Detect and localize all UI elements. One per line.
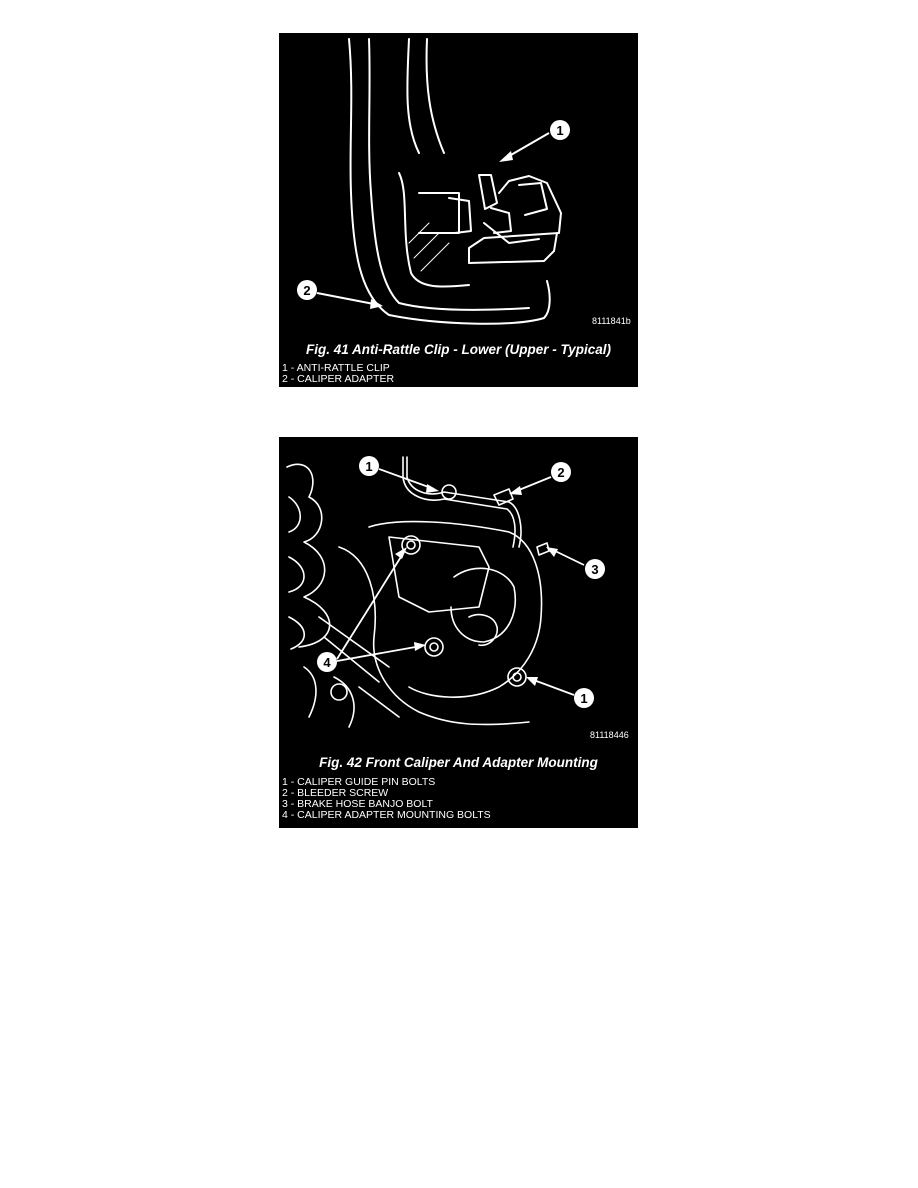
svg-text:2: 2 (303, 283, 311, 298)
callout-1 (499, 120, 570, 162)
legend-item: 1 - ANTI-RATTLE CLIP (282, 362, 390, 374)
figure-legend (282, 777, 491, 821)
svg-text:1: 1 (556, 123, 564, 138)
svg-text:1: 1 (365, 459, 373, 474)
callout-4 (317, 547, 426, 672)
figure-42 (279, 437, 638, 828)
figure-caption: Fig. 42 Front Caliper And Adapter Mounting (319, 755, 598, 770)
figure-caption: Fig. 41 Anti-Rattle Clip - Lower (Upper - Typical) (305, 342, 611, 357)
svg-text:2: 2 (557, 465, 565, 480)
legend-item: 1 - CALIPER GUIDE PIN BOLTS (282, 776, 436, 788)
caliper-adapter-illustration (279, 437, 638, 747)
svg-text:3: 3 (591, 562, 599, 577)
figure-legend (282, 363, 394, 385)
callout-2 (509, 462, 571, 495)
anti-rattle-clip-illustration (279, 33, 638, 333)
figure-41 (279, 33, 638, 387)
legend-item: 3 - BRAKE HOSE BANJO BOLT (282, 798, 433, 810)
drawing-code: 81118446 (590, 730, 629, 740)
drawing-code: 8111841b (592, 316, 631, 326)
svg-text:4: 4 (323, 655, 331, 670)
callout-1 (359, 456, 439, 493)
legend-item: 4 - CALIPER ADAPTER MOUNTING BOLTS (282, 809, 491, 821)
callout-3 (546, 547, 605, 579)
legend-item: 2 - CALIPER ADAPTER (282, 373, 395, 385)
svg-text:1: 1 (580, 691, 588, 706)
callout-1-lower (526, 677, 594, 708)
legend-item: 2 - BLEEDER SCREW (282, 787, 389, 799)
